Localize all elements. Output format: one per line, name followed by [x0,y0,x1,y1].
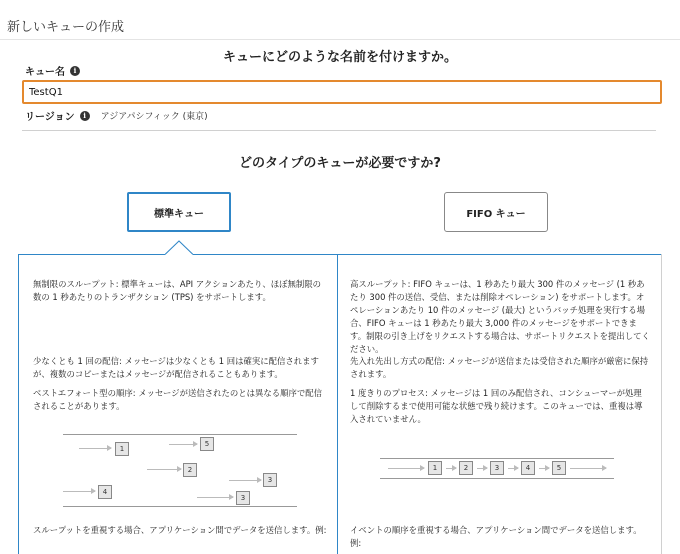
standard-throughput-text: 無制限のスループット: 標準キューは、API アクションあたり、ほぼ無制限の数の 1 秒あたりのトランザクション (TPS) をサポートします。 [33,279,321,302]
standard-queue-panel [18,254,338,554]
diagram-line [63,434,297,435]
standard-ordering-diagram [19,428,339,518]
message-box: 1 [428,461,442,475]
diagram-arrow [477,468,487,469]
standard-delivery-text: 少なくとも 1 回の配信: メッセージは少なくとも 1 回は確実に配信されますが、複数のコピーまたはメッセージが配信されることもあります。 [33,356,319,379]
selection-pointer [165,240,193,255]
diagram-line [63,506,297,507]
region-label: リージョン [25,112,75,123]
diagram-arrow [446,468,456,469]
diagram-arrow [508,468,518,469]
diagram-line [380,478,614,479]
queue-type-heading: どのタイプのキューが必要ですか? [239,156,441,171]
queue-name-input[interactable] [22,80,662,104]
fifo-ordering-diagram [338,450,662,480]
region-row [25,108,208,123]
message-box: 2 [459,461,473,475]
diagram-line [380,458,614,459]
page-title: 新しいキューの作成 [7,20,125,35]
queue-name-heading: キューにどのような名前を付けますか。 [222,50,457,65]
diagram-arrow [388,468,424,469]
title-divider [0,39,680,40]
message-box: 3 [236,491,250,505]
queue-name-label-text: キュー名 [25,67,65,78]
diagram-arrow [147,469,181,470]
message-box: 2 [183,463,197,477]
info-icon[interactable]: i [80,111,90,121]
message-box: 5 [200,437,214,451]
info-icon[interactable]: i [70,66,80,76]
fifo-queue-button[interactable]: FIFO キュー [444,192,548,232]
standard-usecase-text: スループットを重視する場合、アプリケーション間でデータを送信します。例: [33,525,327,535]
diagram-arrow [229,480,261,481]
message-box: 3 [263,473,277,487]
diagram-arrow [197,497,233,498]
fifo-delivery-text: 先入れ先出し方式の配信: メッセージが送信または受信された順序が厳密に保持されます。 [350,356,649,379]
fifo-usecase-text: イベントの順序を重視する場合、アプリケーション間でデータを送信します。例: [350,525,642,548]
diagram-arrow [79,448,111,449]
diagram-arrow [63,491,95,492]
message-box: 4 [521,461,535,475]
message-box: 3 [490,461,504,475]
message-box: 4 [98,485,112,499]
message-box: 5 [552,461,566,475]
standard-queue-button[interactable]: 標準キュー [127,192,231,232]
queue-name-label [25,63,80,78]
fifo-queue-panel [338,254,662,554]
diagram-arrow [570,468,606,469]
region-value: アジアパシフィック (東京) [100,112,208,122]
diagram-arrow [169,444,197,445]
standard-ordering-text: ベストエフォート型の順序: メッセージが送信されたのとは異なる順序で配信されることがあります。 [33,388,322,411]
fifo-throughput-text: 高スループット: FIFO キューは、1 秒あたり最大 300 件のメッセージ (1 秒あたり 300 件の送信、受信、または削除オペレーション) をサポートします。オペレーションあたり 10 件のメッセージ (最大) というバッチ処理を実行する場合、FIFO キューは 1 秒あたり最大 3,000 件のメッセージをサポートできます。制限の引き上げをリクエストする場合は、サポートリクエストを提出してください。 [350,279,650,354]
message-box: 1 [115,442,129,456]
diagram-arrow [539,468,549,469]
section-divider [22,130,656,131]
fifo-exactly-once-text: 1 度きりのプロセス: メッセージは 1 回のみ配信され、コンシューマーが処理して削除するまで使用可能な状態で残り続けます。このキューでは、重複は導入されていません。 [350,388,643,424]
